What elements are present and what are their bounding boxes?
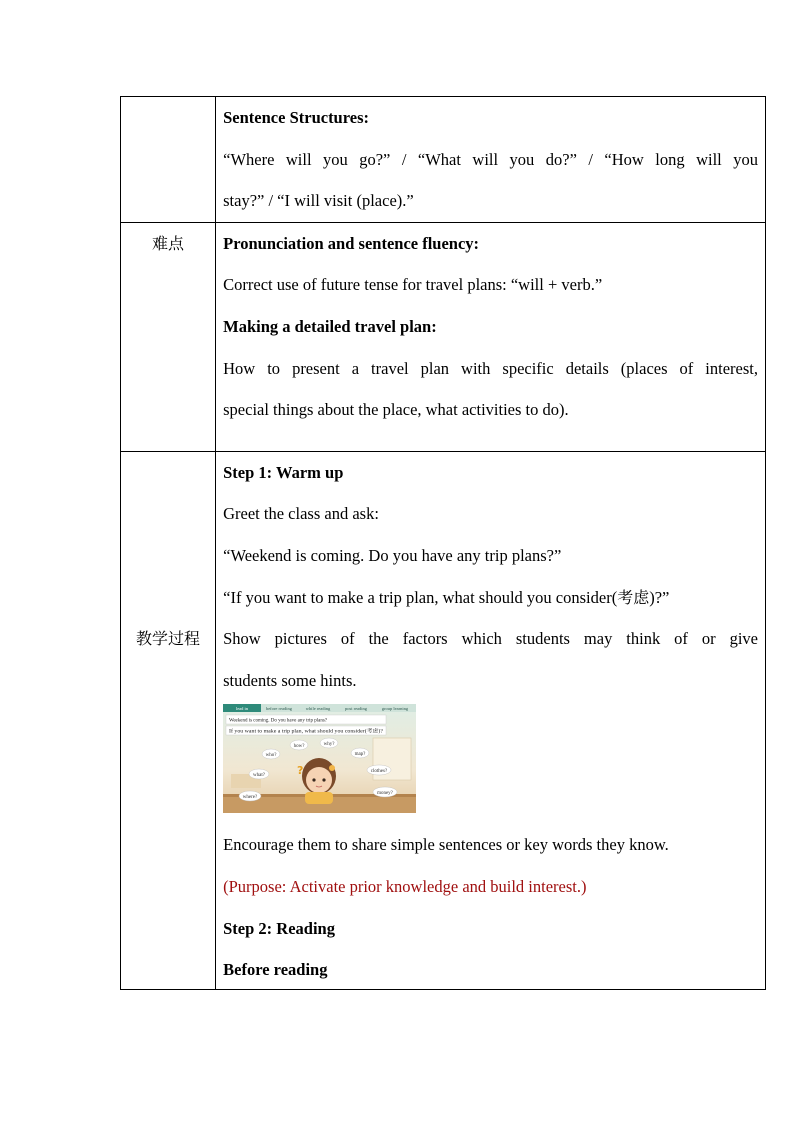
row-difficulties: [121, 222, 766, 451]
text-line: How to present a travel plan with specific details (places of interest,: [223, 358, 758, 378]
row-label: [121, 97, 216, 223]
slide-image-wrap: [223, 701, 758, 824]
heading-sentence-structures: Sentence Structures:: [223, 108, 369, 127]
text-line: Encourage them to share simple sentences or key words they know.: [223, 835, 669, 855]
row-label-cell: [121, 451, 216, 989]
slide-tab: group learning: [381, 706, 409, 712]
row-label: 难点: [152, 233, 185, 253]
row-teaching-process: [121, 451, 766, 989]
bubble-how: how?: [293, 744, 305, 750]
bubble-what: what?: [253, 773, 266, 779]
bubble-money: money?: [377, 791, 394, 797]
bubble-why: why?: [323, 742, 335, 748]
text-line: “Weekend is coming. Do you have any trip plans?”: [223, 545, 562, 565]
text-line: students some hints.: [223, 670, 357, 690]
bubble-where: where?: [242, 795, 258, 801]
row-sentence-structures: [121, 97, 766, 223]
row-content: [216, 451, 766, 989]
purpose-note: (Purpose: Activate prior knowledge and build interest.): [223, 876, 587, 896]
text-line: special things about the place, what activities to do).: [223, 400, 569, 420]
slide-question-1: Weekend is coming. Do you have any trip plans?: [229, 718, 328, 724]
heading-travel-plan: Making a detailed travel plan:: [223, 316, 437, 336]
slide-tab: post reading: [345, 706, 368, 712]
row-content: [216, 222, 766, 451]
bubble-map: map?: [354, 752, 366, 758]
slide-tab: before reading: [266, 706, 293, 712]
lesson-plan-table: [120, 96, 766, 990]
row-label: 教学过程: [136, 628, 201, 648]
text-line: Correct use of future tense for travel plans: “will + verb.”: [223, 275, 603, 295]
text-line: Show pictures of the factors which students may think of or give: [223, 629, 758, 649]
text-line: [223, 577, 758, 619]
slide-tab: lead in: [236, 706, 249, 712]
svg-text:?: ?: [297, 764, 304, 778]
slide-question-2: If you want to make a trip plan, what should you consider(考虑)?: [229, 729, 361, 735]
text-part: “If you want to make a trip plan, what should you consider(: [223, 587, 618, 607]
text-line: stay?” / “I will visit (place).”: [223, 191, 414, 211]
bubble-clothes: clothes?: [370, 769, 388, 775]
row-content: [216, 97, 766, 223]
row-label-cell: [121, 222, 216, 451]
bubble-who: who?: [265, 753, 277, 759]
heading-step-1: Step 1: Warm up: [223, 462, 344, 482]
heading-step-2: Step 2: Reading: [223, 918, 335, 938]
girl-face: [306, 767, 332, 793]
girl-shirt: [305, 792, 333, 804]
text-part-cjk: 考虑: [617, 587, 650, 607]
slide-image: [223, 704, 416, 813]
heading-pronunciation: Pronunciation and sentence fluency:: [223, 233, 480, 253]
text-line: “Where will you go?” / “What will you do?” / “How long will you: [223, 149, 758, 169]
heading-before-reading: Before reading: [223, 960, 328, 980]
text-line: Greet the class and ask:: [223, 504, 379, 524]
slide-tab: while reading: [305, 706, 331, 712]
text-part: )?”: [649, 587, 670, 607]
